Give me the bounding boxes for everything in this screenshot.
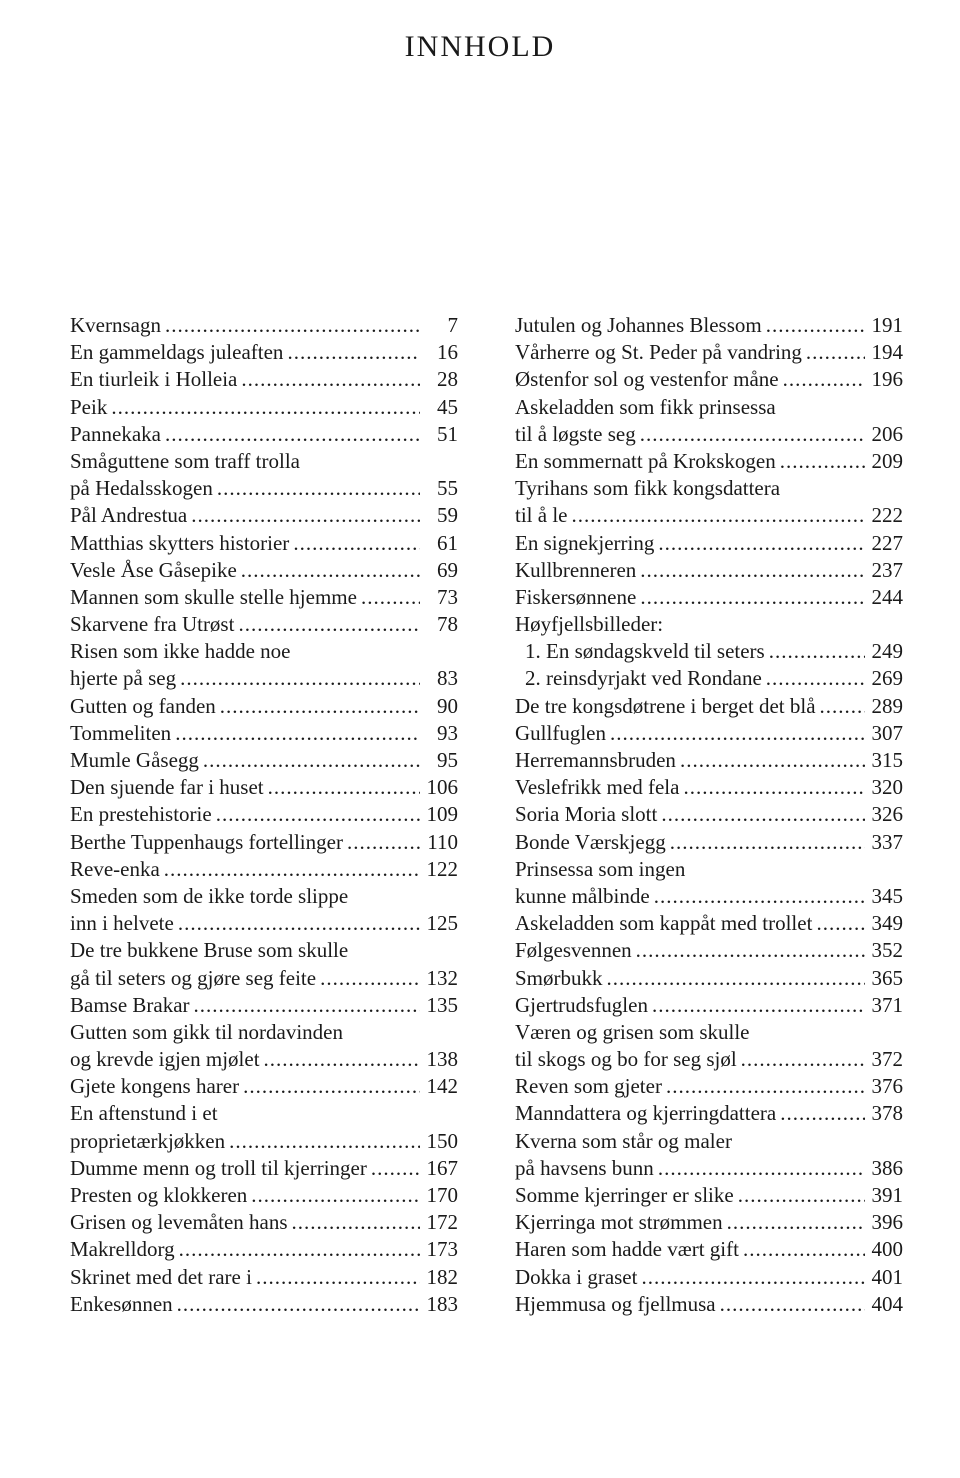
toc-leader-dots [241, 366, 420, 393]
toc-entry-title: Veslefrikk med fela [515, 775, 680, 800]
toc-leader-dots [264, 1046, 420, 1073]
toc-entry [515, 720, 903, 747]
toc-entry [70, 1046, 458, 1073]
toc-entry-title: 1. En søndagskveld til seters [525, 639, 765, 664]
toc-entry-title: gå til seters og gjøre seg feite [70, 965, 317, 990]
toc-entry [515, 366, 903, 393]
toc-entry [515, 557, 903, 584]
toc-leader-dots [268, 774, 420, 801]
toc-entry-title: En aftenstund i et [70, 1101, 218, 1126]
toc-entry-page: 93 [437, 720, 458, 745]
toc-leader-dots [741, 1046, 865, 1073]
toc-leader-dots [780, 448, 865, 475]
toc-entry-title: En signekjerring [515, 530, 655, 555]
toc-entry [70, 937, 458, 964]
toc-entry [515, 1073, 903, 1100]
toc-entry [70, 992, 458, 1019]
toc-entry-page: 396 [871, 1210, 903, 1235]
toc-entry-page: 206 [871, 421, 903, 446]
toc-leader-dots [287, 339, 420, 366]
toc-entry-page: 386 [871, 1155, 903, 1180]
toc-entry-page: 320 [871, 775, 903, 800]
toc-leader-dots [371, 1155, 420, 1182]
toc-entry-page: 135 [426, 992, 458, 1017]
toc-leader-dots [320, 965, 420, 992]
toc-leader-dots [640, 584, 865, 611]
toc-entry-title: Gullfuglen [515, 720, 606, 745]
toc-entry-page: 138 [426, 1047, 458, 1072]
toc-entry-title: Mannen som skulle stelle hjemme [70, 584, 357, 609]
toc-entry-page: 170 [426, 1183, 458, 1207]
toc-entry [70, 1100, 458, 1127]
toc-entry-title: De tre bukkene Bruse som skulle [70, 938, 349, 963]
toc-leader-dots [111, 394, 420, 421]
toc-entry-title: Tyrihans som fikk kongsdattera [515, 476, 781, 501]
toc-entry-title: Matthias skytters historier [70, 530, 290, 555]
toc-leader-dots [178, 910, 420, 937]
toc-leader-dots [251, 1182, 420, 1209]
toc-entry [70, 1019, 458, 1046]
toc-entry-page: 196 [871, 367, 903, 392]
toc-entry [70, 366, 458, 393]
toc-entry-title: De tre kongsdøtrene i berget det blå [515, 693, 816, 718]
toc-leader-dots [780, 1100, 865, 1127]
toc-entry [515, 530, 903, 557]
toc-entry-page: 209 [871, 448, 903, 473]
toc-entry [515, 992, 903, 1019]
toc-entry [70, 1291, 458, 1318]
toc-entry-page: 45 [437, 394, 458, 419]
toc-entry-title: inn i helvete [70, 911, 174, 936]
toc-entry-title: Gutten og fanden [70, 693, 216, 718]
toc-leader-dots [720, 1291, 865, 1318]
toc-entry [70, 421, 458, 448]
toc-leader-dots [179, 1236, 420, 1263]
toc-entry-title: Gjete kongens harer [70, 1074, 240, 1099]
toc-entry [515, 747, 903, 774]
toc-entry [70, 1128, 458, 1155]
toc-leader-dots [571, 502, 865, 529]
toc-leader-dots [769, 638, 865, 665]
toc-leader-dots [738, 1182, 865, 1209]
toc-leader-dots [727, 1209, 865, 1236]
toc-entry [70, 557, 458, 584]
toc-entry-title: En prestehistorie [70, 802, 212, 827]
toc-entry-page: 371 [871, 992, 903, 1017]
toc-entry-title: Bamse Brakar [70, 992, 190, 1017]
toc-entry-page: 401 [871, 1264, 903, 1289]
toc-entry-page: 110 [427, 829, 458, 854]
toc-leader-dots [636, 937, 865, 964]
toc-entry-page: 28 [437, 367, 458, 392]
toc-entry [515, 1236, 903, 1263]
toc-entry-title: Jutulen og Johannes Blessom [515, 313, 762, 337]
toc-leader-dots [238, 611, 420, 638]
toc-entry-title: Haren som hadde vært gift [515, 1237, 739, 1262]
toc-entry-title: Prinsessa som ingen [515, 856, 686, 881]
toc-entry-page: 16 [437, 340, 458, 365]
toc-entry-page: 73 [437, 584, 458, 609]
toc-entry-page: 194 [871, 340, 903, 365]
toc-entry-page: 289 [871, 693, 903, 718]
toc-entry-title: Gjertrudsfuglen [515, 992, 648, 1017]
toc-entry-title: Dokka i graset [515, 1264, 638, 1289]
toc-entry [515, 421, 903, 448]
toc-entry-title: Herremannsbruden [515, 748, 676, 772]
toc-entry-page: 59 [437, 503, 458, 528]
toc-entry-title: En sommernatt på Krokskogen [515, 448, 776, 473]
toc-entry-title: Peik [70, 394, 108, 419]
toc-entry [515, 965, 903, 992]
toc-entry [70, 584, 458, 611]
toc-leader-dots [610, 720, 865, 747]
toc-entry-title: Vesle Åse Gåsepike [70, 557, 237, 582]
toc-entry [515, 1209, 903, 1236]
toc-entry-page: 222 [871, 503, 903, 528]
toc-entry-page: 55 [437, 476, 458, 501]
toc-entry [70, 856, 458, 883]
toc-leader-dots [820, 693, 865, 720]
toc-entry-page: 182 [426, 1264, 458, 1289]
toc-entry-page: 237 [871, 557, 903, 582]
toc-entry-title: Vårherre og St. Peder på vandring [515, 340, 802, 365]
toc-leader-dots [670, 829, 865, 856]
toc-leader-dots [216, 801, 420, 828]
toc-entry-title: Soria Moria slott [515, 802, 658, 827]
toc-entry [515, 1100, 903, 1127]
toc-entry-page: 78 [437, 612, 458, 637]
toc-entry-title: på Hedalsskogen [70, 476, 213, 501]
toc-entry-page: 244 [871, 584, 903, 609]
toc-entry-title: Somme kjerringer er slike [515, 1183, 734, 1207]
toc-entry-title: Væren og grisen som skulle [515, 1019, 750, 1044]
toc-leader-dots [241, 557, 420, 584]
toc-leader-dots [229, 1128, 420, 1155]
toc-leader-dots [766, 665, 865, 692]
toc-entry [515, 584, 903, 611]
toc-entry-title: Kullbrenneren [515, 557, 637, 582]
toc-leader-dots [194, 992, 420, 1019]
toc-leader-dots [180, 665, 420, 692]
toc-entry-page: 183 [426, 1291, 458, 1316]
toc-entry-title: hjerte på seg [70, 666, 177, 691]
toc-entry [515, 394, 903, 421]
toc-entry-title: Bonde Værskjegg [515, 829, 666, 854]
toc-entry-page: 352 [871, 938, 903, 963]
toc-entry-title: Makrelldorg [70, 1237, 175, 1262]
toc-entry [70, 829, 458, 856]
toc-entry [515, 1182, 903, 1209]
toc-entry [70, 883, 458, 910]
toc-entry-page: 269 [871, 666, 903, 691]
toc-entry-page: 307 [871, 720, 903, 745]
toc-entry [70, 1155, 458, 1182]
toc-entry-title: Reven som gjeter [515, 1074, 662, 1099]
toc-leader-dots [683, 774, 865, 801]
toc-leader-dots [217, 475, 420, 502]
toc-entry-page: 106 [426, 775, 458, 800]
toc-entry-title: En tiurleik i Holleia [70, 367, 238, 392]
toc-leader-dots [640, 557, 865, 584]
toc-leader-dots [292, 1209, 420, 1236]
toc-entry-page: 132 [426, 965, 458, 990]
toc-entry-title: Østenfor sol og vestenfor måne [515, 367, 779, 392]
toc-leader-dots [641, 1264, 865, 1291]
toc-entry [70, 965, 458, 992]
toc-entry-title: Kverna som står og maler [515, 1128, 732, 1153]
toc-entry-title: Manndattera og kjerringdattera [515, 1101, 777, 1126]
page-title: INNHOLD [404, 30, 556, 63]
toc-entry [515, 801, 903, 828]
toc-entry-title: Småguttene som traff trolla [70, 448, 300, 473]
toc-entry [70, 312, 458, 339]
toc-entry-title: Kvernsagn [70, 313, 161, 337]
toc-entry [70, 530, 458, 557]
toc-entry-title: proprietærkjøkken [70, 1128, 226, 1153]
toc-entry [515, 1019, 903, 1046]
toc-entry [70, 1073, 458, 1100]
toc-entry-page: 249 [871, 639, 903, 664]
toc-entry-page: 345 [871, 883, 903, 908]
toc-entry [70, 339, 458, 366]
toc-entry-page: 7 [447, 313, 458, 337]
toc-entry [70, 1264, 458, 1291]
toc-entry-page: 391 [871, 1183, 903, 1207]
toc-leader-dots [654, 883, 865, 910]
toc-entry-page: 83 [437, 666, 458, 691]
toc-leader-dots [658, 1155, 865, 1182]
toc-leader-dots [816, 910, 865, 937]
toc-entry [515, 665, 903, 692]
toc-entry-title: Smeden som de ikke torde slippe [70, 883, 349, 908]
toc-entry-title: Pannekaka [70, 421, 161, 446]
toc-entry [70, 693, 458, 720]
toc-entry-title: Grisen og levemåten hans [70, 1210, 288, 1235]
toc-entry-title: kunne målbinde [515, 883, 650, 908]
toc-leader-dots [203, 747, 420, 774]
toc-entry-title: Hjemmusa og fjellmusa [515, 1291, 716, 1316]
toc-entry-title: til skogs og bo for seg sjøl [515, 1047, 737, 1072]
toc-entry [515, 448, 903, 475]
toc-entry [515, 1291, 903, 1318]
toc-entry-title: Skrinet med det rare i [70, 1264, 252, 1289]
toc-entry-title: på havsens bunn [515, 1155, 654, 1180]
toc-entry-page: 69 [437, 557, 458, 582]
toc-entry-title: Mumle Gåsegg [70, 748, 199, 772]
toc-entry [515, 611, 903, 638]
toc-leader-dots [652, 992, 865, 1019]
toc-entry [515, 339, 903, 366]
toc-entry-page: 365 [871, 965, 903, 990]
toc-entry [515, 937, 903, 964]
toc-entry-page: 95 [437, 748, 458, 772]
toc-entry [70, 1236, 458, 1263]
toc-right-column [515, 312, 903, 1318]
toc-entry [515, 829, 903, 856]
toc-entry-title: Reve-enka [70, 856, 160, 881]
toc-entry-page: 122 [426, 856, 458, 881]
toc-entry-title: Fiskersønnene [515, 584, 637, 609]
toc-entry-page: 349 [871, 911, 903, 936]
toc-entry-page: 404 [871, 1291, 903, 1316]
toc-leader-dots [293, 530, 420, 557]
toc-leader-dots [661, 801, 865, 828]
toc-leader-dots [165, 421, 420, 448]
toc-entry-title: til å le [515, 503, 568, 528]
toc-entry [70, 1182, 458, 1209]
toc-entry [515, 693, 903, 720]
toc-leader-dots [640, 421, 865, 448]
toc-entry-title: Askeladden som kappåt med trollet [515, 911, 813, 936]
toc-entry-page: 51 [437, 421, 458, 446]
toc-leader-dots [177, 1291, 420, 1318]
toc-leader-dots [806, 339, 865, 366]
toc-entry [515, 312, 903, 339]
toc-entry [70, 1209, 458, 1236]
toc-entry [70, 502, 458, 529]
toc-entry-title: Askeladden som fikk prinsessa [515, 394, 776, 419]
toc-entry-page: 167 [426, 1155, 458, 1180]
toc-entry-page: 142 [426, 1074, 458, 1099]
toc-entry [70, 448, 458, 475]
toc-entry-title: Presten og klokkeren [70, 1183, 248, 1207]
toc-entry [515, 502, 903, 529]
toc-leader-dots [347, 829, 420, 856]
toc-entry-title: En gammeldags juleaften [70, 340, 284, 365]
toc-leader-dots [783, 366, 865, 393]
toc-entry-page: 315 [871, 748, 903, 772]
toc-entry [515, 883, 903, 910]
toc-leader-dots [175, 720, 420, 747]
toc-entry-title: Høyfjellsbilleder: [515, 612, 664, 637]
toc-leader-dots [607, 965, 865, 992]
toc-leader-dots [680, 747, 865, 774]
toc-entry-page: 109 [426, 802, 458, 827]
toc-leader-dots [743, 1236, 865, 1263]
toc-entry-title: Enkesønnen [70, 1291, 173, 1316]
toc-entry [515, 1046, 903, 1073]
toc-entry [515, 774, 903, 801]
toc-entry-title: og krevde igjen mjølet [70, 1047, 260, 1072]
toc-leader-dots [220, 693, 420, 720]
toc-entry [70, 665, 458, 692]
toc-entry [515, 1155, 903, 1182]
toc-entry-title: Den sjuende far i huset [70, 775, 264, 800]
toc-leader-dots [256, 1264, 420, 1291]
toc-entry-page: 90 [437, 693, 458, 718]
toc-entry [70, 774, 458, 801]
toc-entry [515, 856, 903, 883]
toc-entry [515, 1264, 903, 1291]
toc-entry-title: Smørbukk [515, 965, 603, 990]
toc-entry-page: 326 [871, 802, 903, 827]
toc-entry [515, 1128, 903, 1155]
toc-leader-dots [191, 502, 420, 529]
toc-entry [70, 747, 458, 774]
toc-leader-dots [658, 530, 865, 557]
toc-entry-title: Tommeliten [70, 720, 172, 745]
toc-entry-title: Følgesvennen [515, 938, 632, 963]
toc-entry-title: Risen som ikke hadde noe [70, 639, 291, 664]
toc-entry-title: Dumme menn og troll til kjerringer [70, 1155, 367, 1180]
toc-entry-page: 61 [437, 530, 458, 555]
toc-entry-page: 172 [426, 1210, 458, 1235]
toc-entry-title: 2. reinsdyrjakt ved Rondane [525, 666, 762, 691]
toc-leader-dots [666, 1073, 865, 1100]
toc-entry [515, 910, 903, 937]
toc-leader-dots [766, 312, 865, 339]
toc-entry-title: til å løgste seg [515, 421, 636, 446]
toc-entry [70, 394, 458, 421]
toc-left-column [70, 312, 458, 1318]
toc-leader-dots [361, 584, 420, 611]
toc-entry-page: 378 [871, 1101, 903, 1126]
toc-entry-page: 376 [871, 1074, 903, 1099]
toc-entry [515, 638, 903, 665]
toc-entry [70, 910, 458, 937]
toc-entry-page: 173 [426, 1237, 458, 1262]
toc-entry-page: 150 [426, 1128, 458, 1153]
toc-entry-title: Pål Andrestua [70, 503, 188, 528]
toc-leader-dots [165, 312, 420, 339]
toc-entry-page: 337 [871, 829, 903, 854]
toc-leader-dots [164, 856, 420, 883]
toc-entry-title: Kjerringa mot strømmen [515, 1210, 723, 1235]
toc-entry [70, 720, 458, 747]
toc-entry [70, 475, 458, 502]
toc-entry-page: 400 [871, 1237, 903, 1262]
toc-entry-title: Skarvene fra Utrøst [70, 612, 235, 637]
toc-leader-dots [243, 1073, 420, 1100]
toc-entry-page: 227 [871, 530, 903, 555]
toc-entry-page: 191 [871, 313, 903, 337]
toc-entry-title: Gutten som gikk til nordavinden [70, 1019, 343, 1044]
toc-entry-page: 372 [871, 1047, 903, 1072]
toc-entry [70, 638, 458, 665]
toc-entry [70, 611, 458, 638]
toc-entry-page: 125 [426, 911, 458, 936]
toc-entry-title: Berthe Tuppenhaugs fortellinger [70, 829, 343, 854]
toc-entry [515, 475, 903, 502]
toc-entry [70, 801, 458, 828]
